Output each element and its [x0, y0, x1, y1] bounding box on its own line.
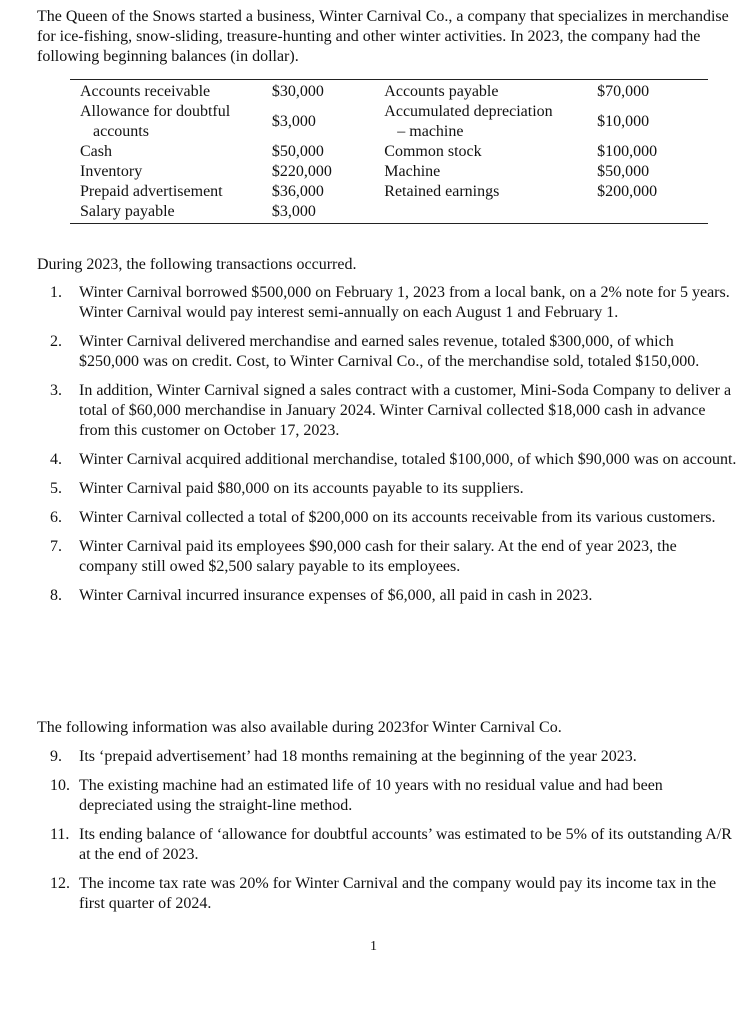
item-text: The existing machine had an estimated life of 10 years with no residual value and had been depreciated using the straight-line method.: [79, 777, 663, 814]
item-number: 12.: [50, 875, 70, 892]
list-item: [37, 586, 737, 606]
page-number: 1: [370, 939, 377, 954]
balance-label: Machine: [384, 163, 441, 180]
balance-amount: $50,000: [271, 143, 324, 160]
transactions-list: [37, 283, 737, 615]
item-text: Winter Carnival paid $80,000 on its accounts payable to its suppliers.: [79, 480, 524, 497]
item-number: 2.: [50, 333, 62, 350]
balance-label: Inventory: [80, 163, 143, 180]
balance-label: Accounts payable: [384, 83, 499, 100]
item-number: 4.: [50, 451, 62, 468]
balance-label: Accumulated depreciation: [384, 103, 553, 120]
item-text: Winter Carnival incurred insurance expenses of $6,000, all paid in cash in 2023.: [79, 587, 593, 604]
list-item: [37, 776, 737, 816]
balance-label: Retained earnings: [384, 183, 500, 200]
item-text: The income tax rate was 20% for Winter Carnival and the company would pay its income tax in the first quarter of 2024.: [79, 875, 717, 912]
balance-label-cont: – machine: [397, 123, 464, 140]
additional-info-heading: The following information was also available during 2023for Winter Carnival Co.: [37, 719, 562, 736]
table-row: [70, 102, 708, 142]
table-row: [70, 80, 708, 103]
item-number: 1.: [50, 284, 62, 301]
item-number: 6.: [50, 509, 62, 526]
item-text: Winter Carnival paid its employees $90,000 cash for their salary. At the end of year 2023, the company still owed $2,500 salary payable to its employees.: [79, 538, 677, 575]
list-item: [37, 874, 737, 914]
balance-amount: $36,000: [271, 183, 324, 200]
list-item: [37, 747, 737, 767]
item-text: Winter Carnival delivered merchandise and earned sales revenue, totaled $300,000, of which $250,000 was on credit. Cost, to Winter Carnival Co., of the merchandise sold, totaled $150,000.: [79, 333, 700, 370]
balance-amount: $50,000: [597, 163, 650, 180]
balance-amount: $3,000: [271, 203, 316, 220]
item-number: 10.: [50, 777, 70, 794]
table-row: [70, 202, 708, 224]
balance-label-multiline: [374, 102, 577, 142]
item-text: Winter Carnival acquired additional merchandise, totaled $100,000, of which $90,000 was on account.: [79, 451, 737, 468]
balance-amount: $100,000: [597, 143, 658, 160]
balance-amount: $3,000: [271, 113, 316, 130]
balance-amount: $10,000: [597, 113, 650, 130]
balance-label-cont: accounts: [93, 123, 149, 140]
table-row: [70, 182, 708, 202]
table-row: [70, 142, 708, 162]
balance-label: Salary payable: [80, 203, 175, 220]
balance-amount: $220,000: [271, 163, 332, 180]
beginning-balances-table: [70, 79, 708, 224]
item-number: 11.: [50, 826, 70, 843]
balance-label: Accounts receivable: [80, 83, 211, 100]
balance-label: Allowance for doubtful: [80, 103, 231, 120]
item-text: Winter Carnival collected a total of $200,000 on its accounts receivable from its various customers.: [79, 509, 716, 526]
balance-label: Cash: [80, 143, 112, 160]
intro-paragraph: [37, 7, 737, 67]
list-item: [37, 508, 737, 528]
list-item: [37, 825, 737, 865]
list-item: [37, 283, 737, 323]
list-item: [37, 479, 737, 499]
list-item: [37, 537, 737, 577]
item-number: 3.: [50, 382, 62, 399]
additional-info-list: [37, 747, 737, 923]
list-item: [37, 332, 737, 372]
item-text: Its ending balance of ‘allowance for doubtful accounts’ was estimated to be 5% of its outstanding A/R at the end of 2023.: [79, 826, 732, 863]
intro-text: The Queen of the Snows started a business, Winter Carnival Co., a company that specializes in merchandise for ice-fishing, snow-sliding, treasure-hunting and other winter activities. In 2023, the company had the following beginning balances (in dollar).: [37, 8, 729, 65]
item-number: 5.: [50, 480, 62, 497]
balance-label: Common stock: [384, 143, 482, 160]
transactions-heading: During 2023, the following transactions occurred.: [37, 256, 357, 273]
empty-cell: [577, 202, 708, 224]
balance-label: Prepaid advertisement: [80, 183, 223, 200]
balance-amount: $30,000: [271, 83, 324, 100]
balance-amount: $200,000: [597, 183, 658, 200]
table-row: [70, 162, 708, 182]
list-item: [37, 450, 737, 470]
balance-label-multiline: [70, 102, 260, 142]
item-text: Its ‘prepaid advertisement’ had 18 months remaining at the beginning of the year 2023.: [79, 748, 637, 765]
list-item: [37, 381, 737, 441]
item-number: 9.: [50, 748, 62, 765]
item-text: Winter Carnival borrowed $500,000 on February 1, 2023 from a local bank, on a 2% note for 5 years. Winter Carnival would pay interest semi-annually on each August 1 and February 1.: [79, 284, 730, 321]
item-text: In addition, Winter Carnival signed a sales contract with a customer, Mini-Soda Company to deliver a total of $60,000 merchandise in January 2024. Winter Carnival collected $18,000 cash in advance from this customer on October 17, 2023.: [79, 382, 732, 439]
item-number: 8.: [50, 587, 62, 604]
empty-cell: [374, 202, 577, 224]
item-number: 7.: [50, 538, 62, 555]
balance-amount: $70,000: [597, 83, 650, 100]
